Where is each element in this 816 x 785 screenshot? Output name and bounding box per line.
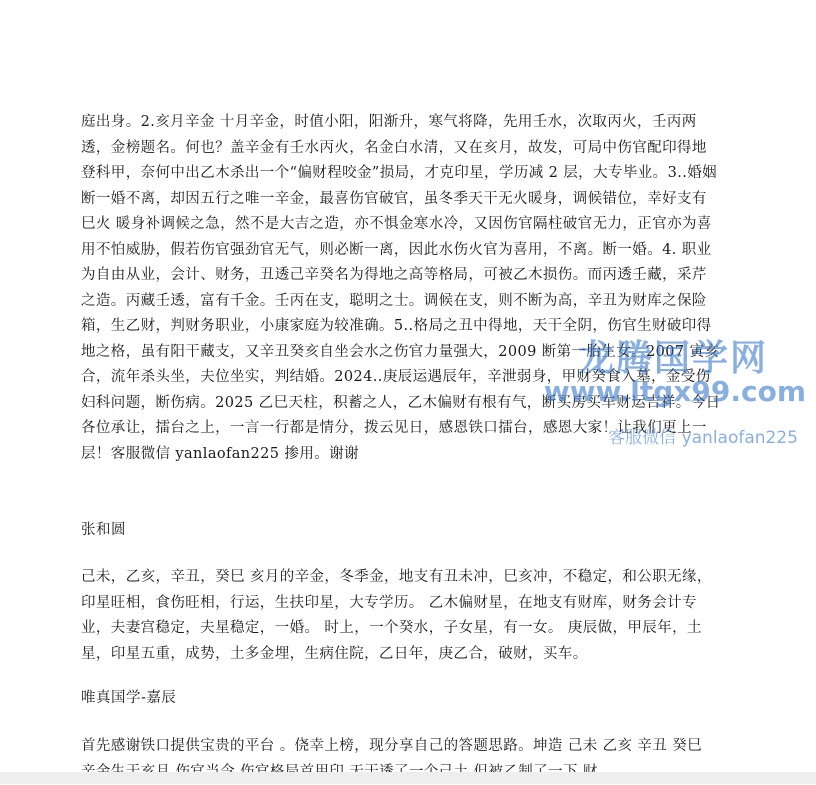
paragraph: 首先感谢铁口提供宝贵的平台 。侥幸上榜，现分享自己的答题思路。坤造 己未 乙亥 辛丑 癸巳 [81,738,703,754]
watermark-contact: 客服微信 yanlaofan225 [608,428,798,448]
paragraph: 己未，乙亥，辛丑，癸巳 亥月的辛金，冬季金，地支有丑未冲，巳亥冲，不稳定，和公职无缘，印星旺相，食伤旺相，行运，生扶印星，大专学历。 乙木偏财星，在地支有财库，财务会计专业，夫妻宫稳定，夫星稳定，一婚。 时上，一个癸水，子女星，有一女。 庚辰做，甲辰年，土星，印星五重，成势，土多金埋，生病住院，乙日年，庚乙合，破财，买车。 [81,569,712,662]
bottom-scroll-bar[interactable] [0,772,816,784]
section-heading: 张和圆 [81,522,126,538]
watermark-title: 龙腾国学网 [577,338,768,379]
paragraph: 庭出身。2.亥月辛金 十月辛金，时值小阳，阳渐升，寒气将降，先用壬水，次取丙火，壬丙两透，金榜题名。何也？盖辛金有壬水丙火，名金白水清，又在亥月，故发，可局中伤官配印得地登科甲，奈何中出乙木杀出一个“偏财程咬金”损局，才克印星，学历减 2 层，大专毕业。3..婚姻断一婚不离，却因五行之唯一辛金，最喜伤官破官，虽冬季天干无火暖身，调候错位，幸好支有巳火 暖身补调候之急，然不是大吉之造，亦不惧金寒水冷，又因伤官隔柱破官无力，正官亦为喜用不怕威胁，假若伤官强劲官无气，则必断一离，因此水伤火官为喜用，不离。断一婚。4. 职业为自由从业，会计、财务，丑透己辛癸名为得地之高等格局，可被乙木损伤。而丙透壬藏，采芹之造。丙藏壬透，富有千金。壬丙在支，聪明之士。调候在支，则不断为高，辛丑为财库之保险箱，生乙财，判财务职业，小康家庭为较准确。5..格局之丑中得地，天干全阴，伤官生财破印得地之格，虽有阳干藏支，又辛丑癸亥自坐会水之伤官力量强大，2009 断第一胎生女。2007 寅亥合，流年杀头坐，夫位坐实，判结婚。2024..庚辰运遇辰年，辛泄弱身，甲财癸食入墓，金受伤妇科问题，断伤病。2025 乙巳天柱，积蓄之人，乙木偏财有根有气，断买房买车财运吉祥。今日各位承让，擂台之上，一言一行都是情分，拨云见日，感恩铁口擂台，感恩大家！让我们更上一层！客服微信 yanlaofan225 掺用。谢谢 [81,114,721,462]
watermark-url: www.ltgx99.com [543,375,806,408]
section-heading: 唯真国学-嘉辰 [81,690,177,706]
